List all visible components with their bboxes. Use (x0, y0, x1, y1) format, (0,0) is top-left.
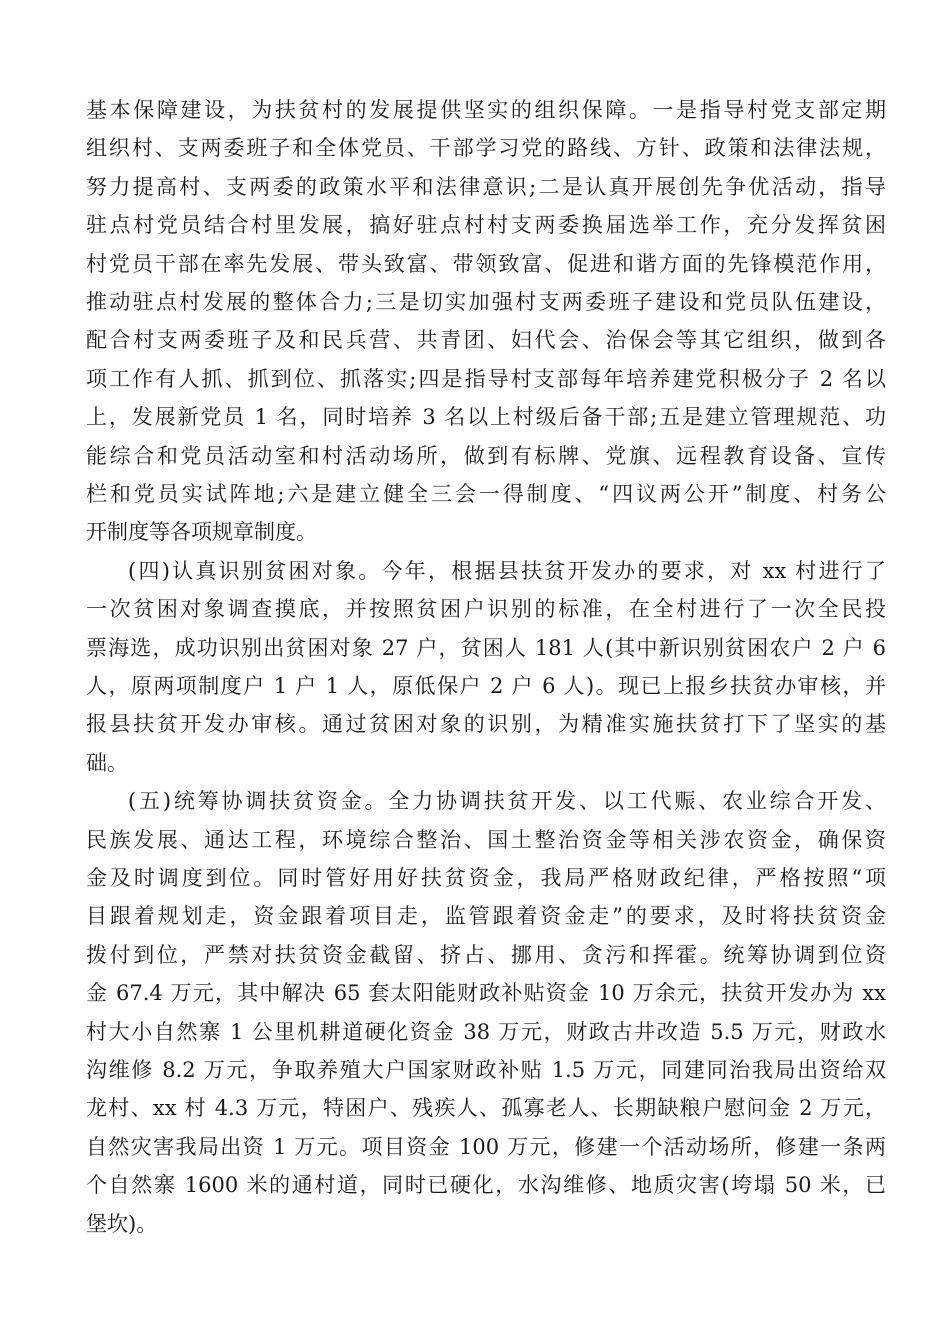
paragraph-heading-line: (五)统筹协调扶贫资金。全力协调扶贫开发、以工代赈、农业综合开发、 (128, 789, 886, 814)
text-line: 人，原两项制度户 1 户 1 人，原低保户 2 户 6 人)。现已上报乡扶贫办审核，并 (86, 674, 886, 698)
text-line: 组织村、支两委班子和全体党员、干部学习党的路线、方针、政策和法律法规， (86, 136, 886, 161)
text-line: 栏和党员实试阵地;六是建立健全三会一得制度、“四议两公开”制度、村务公 (86, 482, 886, 506)
text-line: 堡坎)。 (86, 1211, 158, 1236)
text-line: 村大小自然寨 1 公里机耕道硬化资金 38 万元，财政古井改造 5.5 万元，财政水 (86, 1019, 886, 1044)
text-line: 票海选，成功识别出贫困对象 27 户，贫困人 181 人(其中新识别贫困农户 2 户 6 (86, 635, 886, 660)
text-line: 项工作有人抓、抓到位、抓落实;四是指导村支部每年培养建党积极分子 2 名以 (86, 366, 886, 391)
text-line: 础。 (86, 750, 128, 775)
text-line: 报县扶贫开发办审核。通过贫困对象的识别，为精准实施扶贫打下了坚实的基 (86, 712, 886, 737)
text-line: 配合村支两委班子及和民兵营、共青团、妇代会、治保会等其它组织，做到各 (86, 328, 886, 353)
text-line: 自然灾害我局出资 1 万元。项目资金 100 万元，修建一个活动场所，修建一条两 (86, 1134, 886, 1159)
text-line: 民族发展、通达工程，环境综合整治、国土整治资金等相关涉农资金，确保资 (86, 827, 886, 852)
paragraph-heading-line: (四)认真识别贫困对象。今年，根据县扶贫开发办的要求，对 xx 村进行了 (128, 558, 886, 583)
text-line: 开制度等各项规章制度。 (86, 520, 317, 545)
text-line: 基本保障建设，为扶贫村的发展提供坚实的组织保障。一是指导村党支部定期 (86, 98, 886, 122)
text-line: 一次贫困对象调查摸底，并按照贫困户识别的标准，在全村进行了一次全民投 (86, 597, 886, 622)
text-line: 能综合和党员活动室和村活动场所，做到有标牌、党旗、远程教育设备、宣传 (86, 443, 886, 468)
text-line: 推动驻点村发展的整体合力;三是切实加强村支两委班子建设和党员队伍建设， (86, 290, 886, 314)
text-line: 努力提高村、支两委的政策水平和法律意识;二是认真开展创先争优活动，指导 (86, 174, 886, 199)
text-line: 金及时调度到位。同时管好用好扶贫资金，我局严格财政纪律，严格按照“项 (86, 866, 886, 890)
text-line: 沟维修 8.2 万元，争取养殖大户国家财政补贴 1.5 万元，同建同治我局出资给双 (86, 1058, 886, 1082)
text-line: 上，发展新党员 1 名，同时培养 3 名以上村级后备干部;五是建立管理规范、功 (86, 405, 886, 430)
text-line: 龙村、xx 村 4.3 万元，特困户、残疾人、孤寡老人、长期缺粮户慰问金 2 万元， (86, 1096, 886, 1121)
text-line: 拨付到位，严禁对扶贫资金截留、挤占、挪用、贪污和挥霍。统筹协调到位资 (86, 942, 886, 967)
text-line: 金 67.4 万元，其中解决 65 套太阳能财政补贴资金 10 万余元，扶贫开发办为 xx (86, 981, 886, 1006)
text-line: 个自然寨 1600 米的通村道，同时已硬化，水沟维修、地质灾害(垮塌 50 米，已 (86, 1173, 886, 1198)
text-line: 驻点村党员结合村里发展，搞好驻点村村支两委换届选举工作，充分发挥贫困 (86, 213, 886, 238)
text-line: 村党员干部在率先发展、带头致富、带领致富、促进和谐方面的先锋模范作用， (86, 251, 886, 276)
text-line: 目跟着规划走，资金跟着项目走，监管跟着资金走”的要求，及时将扶贫资金 (86, 904, 886, 929)
